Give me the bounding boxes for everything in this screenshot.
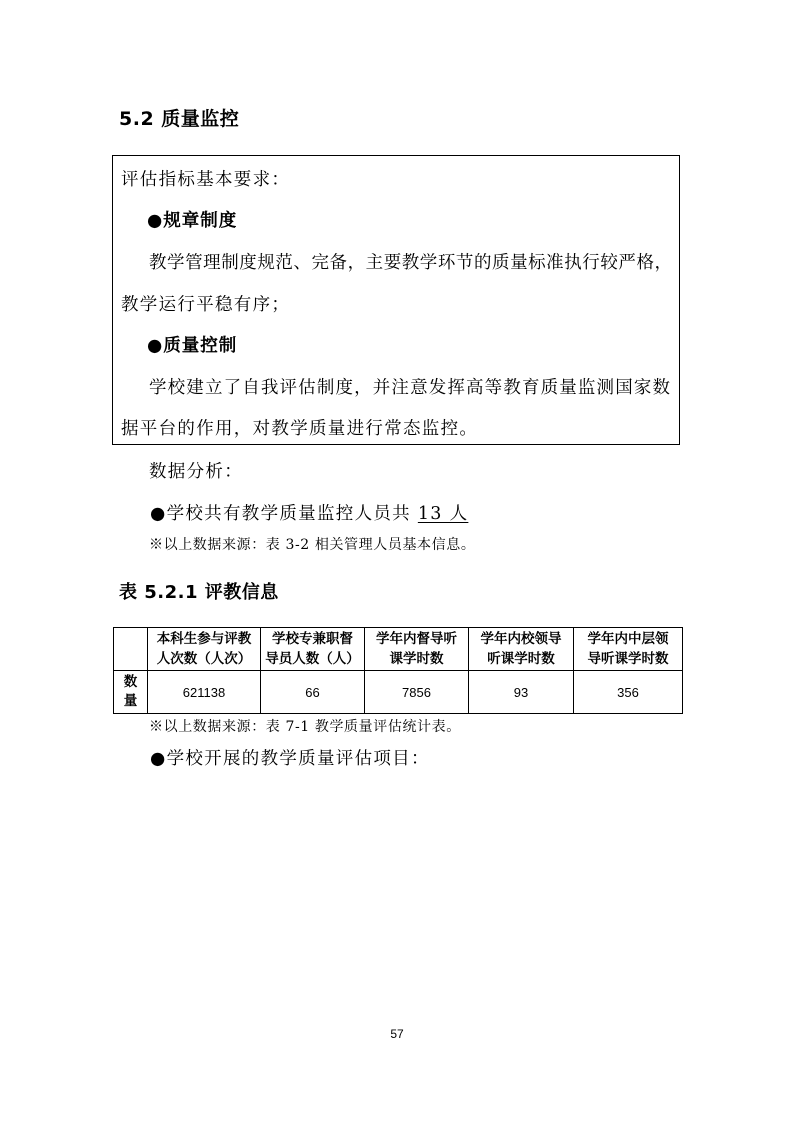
requirements-intro: 评估指标基本要求： xyxy=(121,170,291,190)
table-row xyxy=(114,671,683,714)
table-header-cell: 学年内督导听 课学时数 xyxy=(365,628,469,671)
requirement-text-rules-2: 教学运行平稳有序； xyxy=(121,295,291,315)
table-header-corner xyxy=(114,628,148,671)
staff-count-value: 13 人 xyxy=(417,504,469,524)
source-note-staff: ※以上数据来源：表 3-2 相关管理人员基本信息。 xyxy=(149,537,476,553)
table-cell: 66 xyxy=(261,671,365,714)
requirement-title-rules: ●规章制度 xyxy=(147,211,238,231)
evaluation-info-table xyxy=(113,627,683,714)
table-header-row xyxy=(114,628,683,671)
table-cell: 93 xyxy=(469,671,574,714)
staff-count-line xyxy=(150,500,468,525)
table-header-cell: 学年内校领导 听课学时数 xyxy=(469,628,574,671)
page-number: 57 xyxy=(390,1027,404,1041)
requirement-text-rules-1: 教学管理制度规范、完备，主要教学环节的质量标准执行较严格， xyxy=(149,253,672,273)
source-note-table: ※以上数据来源：表 7-1 教学质量评估统计表。 xyxy=(149,719,461,735)
table-cell: 7856 xyxy=(365,671,469,714)
table-header-cell: 本科生参与评教 人次数（人次） xyxy=(148,628,261,671)
table-cell: 356 xyxy=(574,671,683,714)
staff-count-prefix: ●学校共有教学质量监控人员共 xyxy=(150,504,411,524)
requirement-text-quality-2: 据平台的作用，对教学质量进行常态监控。 xyxy=(121,419,479,439)
requirement-text-quality-1: 学校建立了自我评估制度，并注意发挥高等教育质量监测国家数 xyxy=(149,378,670,398)
table-row-label: 数 量 xyxy=(114,671,148,714)
section-heading: 5.2 质量监控 xyxy=(119,108,240,130)
requirement-title-quality: ●质量控制 xyxy=(147,336,238,356)
table-cell: 621138 xyxy=(148,671,261,714)
table-title: 表 5.2.1 评教信息 xyxy=(119,582,279,603)
evaluation-projects-line: ●学校开展的教学质量评估项目： xyxy=(150,749,430,769)
analysis-label: 数据分析： xyxy=(149,462,243,482)
table-header-cell: 学年内中层领 导听课学时数 xyxy=(574,628,683,671)
table-header-cell: 学校专兼职督 导员人数（人） xyxy=(261,628,365,671)
